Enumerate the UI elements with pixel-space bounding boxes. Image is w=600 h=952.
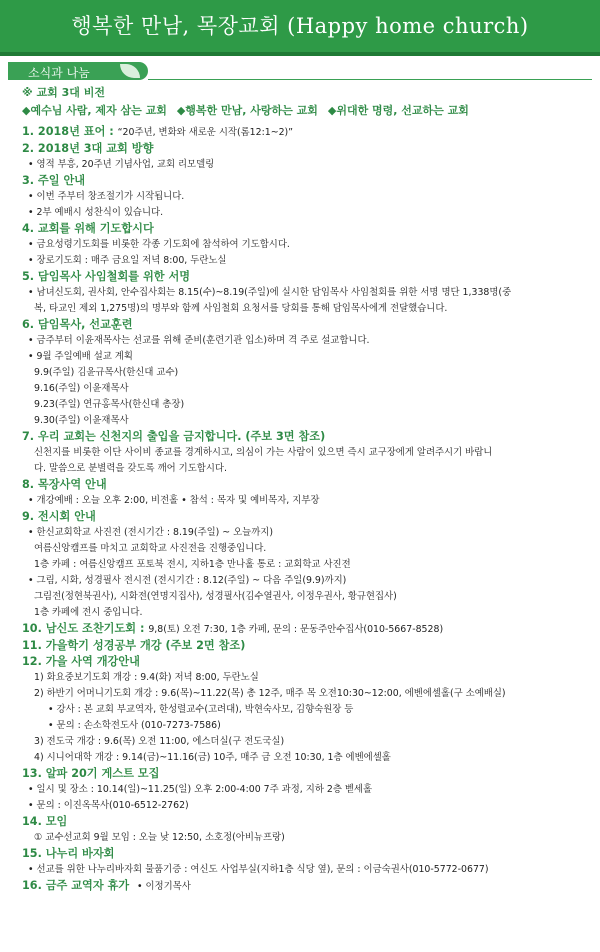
section-heading: 15. 나누리 바자회	[22, 847, 115, 860]
section-heading: 9. 전시회 안내	[22, 510, 96, 523]
section-heading: 1. 2018년 표어 : “20주년, 변화와 새로운 시작(롬12:1~2)”	[22, 125, 294, 138]
vision-item: ◆위대한 명령, 선교하는 교회	[327, 104, 469, 117]
list-item: • 9월 주일예배 설교 계획	[28, 351, 133, 362]
section-heading: 13. 알파 20기 게스트 모집	[22, 767, 160, 780]
section-heading: 3. 주일 안내	[22, 174, 86, 187]
vision-items	[22, 102, 590, 120]
list-item: • 남녀신도회, 권사회, 안수집사회는 8.15(수)~8.19(주일)에 실시한 담임목사 사임철회를 위한 서명 명단 1,338명(중	[28, 287, 512, 298]
section-heading: 8. 목장사역 안내	[22, 478, 107, 491]
list-item: 9.9(주일) 김윤규목사(한신대 교수)	[34, 367, 179, 378]
leaf-icon	[120, 64, 140, 78]
section-heading: 12. 가을 사역 개강안내	[22, 655, 140, 668]
list-item: 복, 타교인 제외 1,275명)의 명부와 함께 사임철회 요청서를 당회를 통해 담임목사에게 전달했습니다.	[34, 303, 448, 314]
section-tab	[8, 62, 148, 80]
announcement-list	[22, 84, 590, 895]
list-item: • 2부 예배시 성찬식이 있습니다.	[28, 207, 164, 218]
list-item: 1층 카페에 전시 중입니다.	[34, 607, 143, 618]
section-heading: 16. 금주 교역자 휴가 • 이정기목사	[22, 879, 191, 892]
list-item: 1) 화요중보기도회 개강 : 9.4(화) 저녁 8:00, 두란노실	[34, 672, 259, 683]
list-item: • 문의 : 손소학전도사 (010-7273-7586)	[48, 720, 221, 731]
section-heading: 2. 2018년 3대 교회 방향	[22, 142, 154, 155]
list-item: 9.23(주일) 연규홍목사(한신대 총장)	[34, 399, 185, 410]
list-item: 신천지를 비롯한 이단 사이비 종교를 경계하시고, 의심이 가는 사람이 있으면 즉시 교구장에게 알려주시기 바랍니	[34, 447, 493, 458]
list-item: • 한신교회학교 사진전 (전시기간 : 8.19(주일) ~ 오늘까지)	[28, 527, 273, 538]
page-title: 행복한 만남, 목장교회 (Happy home church)	[71, 14, 529, 38]
list-item: 다. 말씀으로 분별력을 갖도록 깨어 기도합시다.	[34, 463, 227, 474]
list-item: 그림전(정현북권사), 시화전(연명지집사), 성경필사(김수열권사, 이정우권사, 황규현집사)	[34, 591, 397, 602]
vision-item: ◆행복한 만남, 사랑하는 교회	[176, 104, 318, 117]
list-item: • 금주부터 이윤재목사는 선교를 위해 준비(훈련기관 입소)하며 격 주로 설교합니다.	[28, 335, 370, 346]
list-item: • 금요성령기도회를 비롯한 각종 기도회에 참석하여 기도합시다.	[28, 239, 290, 250]
section-heading: 11. 가을학기 성경공부 개강 (주보 2면 참조)	[22, 639, 246, 652]
section-heading: 10. 남신도 조찬기도회 : 9,8(토) 오전 7:30, 1층 카페, 문의 : 문동주안수집사(010-5667-8528)	[22, 622, 444, 635]
list-item: 1층 카페 : 여름신앙캠프 포토북 전시, 지하1층 만나홀 통로 : 교회학교 사진전	[34, 559, 351, 570]
section-heading: 5. 담임목사 사임철회를 위한 서명	[22, 270, 191, 283]
section-heading: 4. 교회를 위해 기도합시다	[22, 222, 154, 235]
list-item: 2) 하반기 어머니기도회 개강 : 9.6(목)~11.22(목) 총 12주, 매주 목 오전10:30~12:00, 에벤에셀홀(구 소예배실)	[34, 688, 506, 699]
list-item: 여름신앙캠프를 마치고 교회학교 사진전을 진행중입니다.	[34, 543, 267, 554]
list-item: 9.30(주일) 이윤재목사	[34, 415, 129, 426]
section-heading: 14. 모임	[22, 815, 68, 828]
section-heading: 6. 담임목사, 선교훈련	[22, 318, 133, 331]
list-item: • 영적 부흥, 20주년 기념사업, 교회 리모델링	[28, 159, 215, 170]
list-item: 9.16(주일) 이윤재목사	[34, 383, 129, 394]
section-body: • 이정기목사	[136, 881, 191, 892]
list-item: • 개강예배 : 오늘 오후 2:00, 비전홀 • 참석 : 목자 및 예비목자, 지부장	[28, 495, 320, 506]
section-tab-label: 소식과 나눔	[28, 66, 90, 80]
list-item: • 강사 : 본 교회 부교역자, 한성렬교수(고려대), 박현숙사모, 김향숙원장 등	[48, 704, 354, 715]
list-item: 4) 시니어대학 개강 : 9.14(금)~11.16(금) 10주, 매주 금 오전 10:30, 1층 에벤에셀홀	[34, 752, 391, 763]
list-item: • 일시 및 장소 : 10.14(일)~11.25(일) 오후 2:00-4:00 7주 과정, 지하 2층 벧세홀	[28, 784, 373, 795]
section-heading: 7. 우리 교회는 신천지의 출입을 금지합니다. (주보 3면 참조)	[22, 430, 326, 443]
list-item: • 선교를 위한 나누리바자회 물품기증 : 여신도 사업부실(지하1층 식당 옆), 문의 : 이금숙권사(010-5772-0677)	[28, 864, 489, 875]
list-item: ① 교수선교회 9월 모임 : 오늘 낮 12:50, 소호정(아비뉴프랑)	[34, 832, 285, 843]
section-body: 9,8(토) 오전 7:30, 1층 카페, 문의 : 문동주안수집사(010-5667-8528)	[148, 624, 444, 635]
list-item: • 문의 : 이진옥목사(010-6512-2762)	[28, 800, 189, 811]
list-item: • 장로기도회 : 매주 금요일 저녁 8:00, 두란노실	[28, 255, 227, 266]
divider	[148, 79, 592, 80]
vision-title: ※ 교회 3대 비전	[22, 86, 105, 99]
list-item: 3) 전도국 개강 : 9.6(목) 오전 11:00, 에스더실(구 전도국실)	[34, 736, 285, 747]
header-banner	[0, 0, 600, 56]
list-item: • 그림, 시화, 성경필사 전시전 (전시기간 : 8.12(주일) ~ 다음 주일(9.9)까지)	[28, 575, 347, 586]
vision-item: ◆예수님 사람, 제자 삼는 교회	[22, 104, 167, 117]
list-item: • 이번 주부터 창조절기가 시작됩니다.	[28, 191, 185, 202]
section-body: “20주년, 변화와 새로운 시작(롬12:1~2)”	[117, 127, 294, 138]
